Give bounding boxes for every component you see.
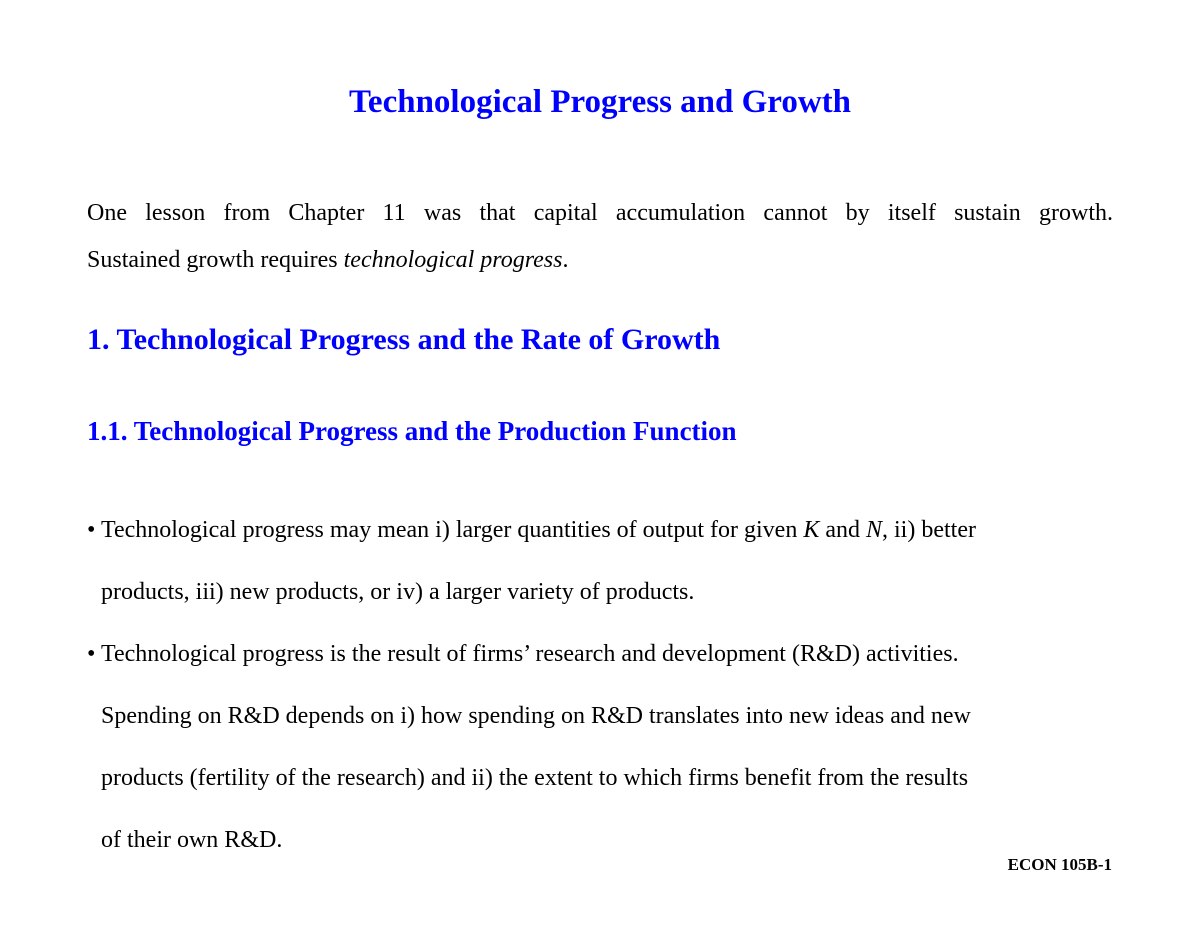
bullet-marker: • [87,641,96,667]
bullet-2-line-4: of their own R&D. [101,827,283,853]
bullet-marker: • [87,517,96,543]
bullet-2-line-3: products (fertility of the research) and ii) the extent to which firms benefit from the results [101,765,969,791]
intro-line-1: One lesson from Chapter 11 was that capital accumulation cannot by itself sustain growth. [87,200,1113,226]
variable-n: N [865,517,882,543]
page-footer: ECON 105B-1 [1007,855,1112,874]
subsection-heading: 1.1. Technological Progress and the Production Function [87,416,737,446]
bullet-1-line-2: products, iii) new products, or iv) a larger variety of products. [101,579,695,605]
bullet-2-line-1 [87,623,1127,685]
bullet-1-line-1 [87,499,1127,561]
page-title: Technological Progress and Growth [348,84,852,120]
bullet-2-line-2: Spending on R&D depends on i) how spending on R&D translates into new ideas and new [101,703,971,729]
intro-line-2-prefix: Sustained growth requires [87,247,344,273]
bullet-1-text-a: Technological progress may mean i) larger quantities of output for given [95,517,804,543]
intro-line-2-suffix: . [562,247,569,273]
intro-paragraph [87,190,1113,284]
bullet-list [87,499,1127,871]
intro-emphasis: technological progress [343,247,563,273]
bullet-1-text-c: , ii) better [882,517,976,543]
variable-k: K [803,517,820,543]
bullet-2-text: Technological progress is the result of firms’ research and development (R&D) activities. [95,641,959,667]
bullet-1-text-b: and [819,517,866,543]
section-heading: 1. Technological Progress and the Rate of Growth [87,323,721,356]
